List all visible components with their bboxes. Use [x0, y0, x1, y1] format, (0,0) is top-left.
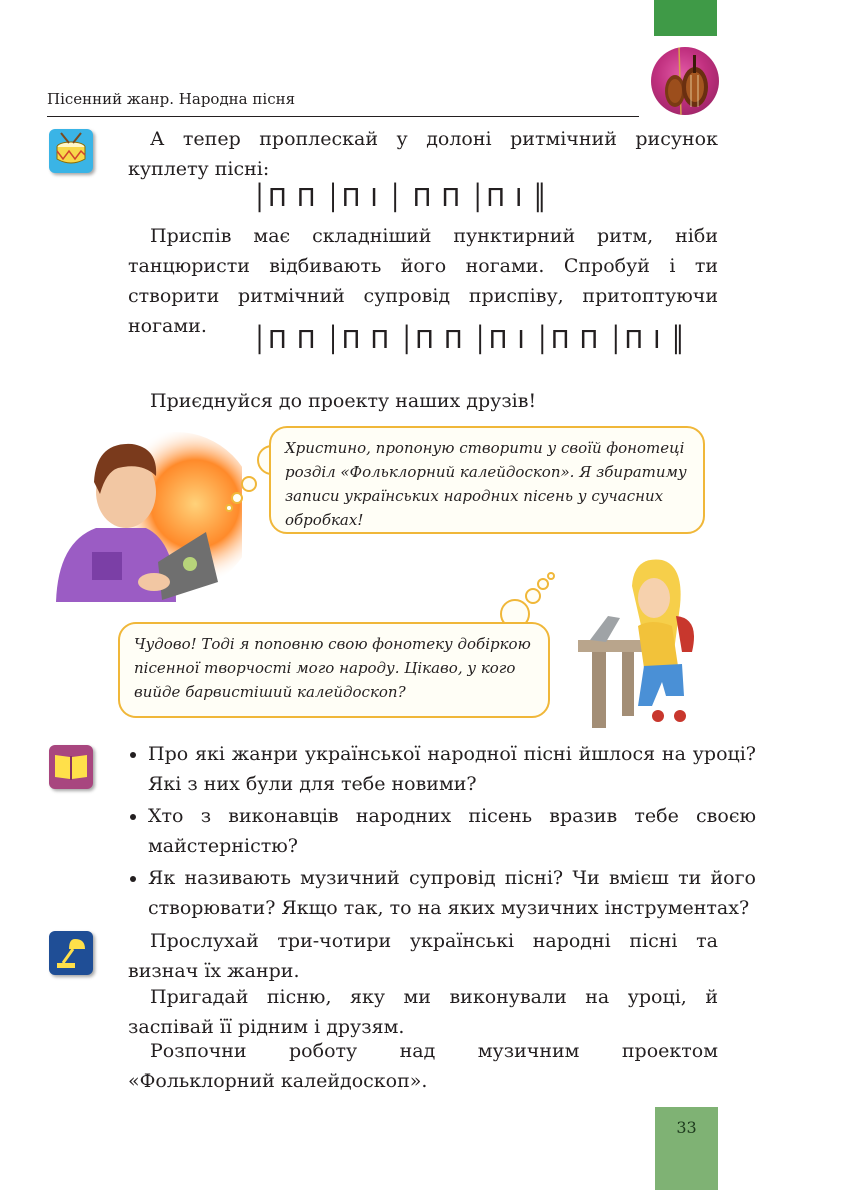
boy-with-laptop-illustration: [46, 432, 242, 602]
review-question: • Хто з виконавців народних пісень вразив тебе своєю майстерністю?: [148, 801, 756, 861]
chorus-rhythm-description: Приспів має складніший пунктирний ритм, ніби танцюристи відбивають його ногами. Спробуй і ти створити ритмічний супровід приспіву, притоптуючи ногами.: [128, 225, 718, 337]
girl-speech-text: Чудово! Тоді я поповню свою фонотеку добіркою пісенної творчості мого народу. Цікаво, у кого вийде барвистіший калейдоскоп?: [134, 635, 531, 701]
violin-icon: [651, 47, 719, 115]
section-tab: [654, 0, 717, 36]
task-listen: Прослухай три-чотири українські народні пісні та визнач їх жанри.: [128, 930, 718, 982]
boy-speech-bubble: [269, 426, 705, 534]
lamp-icon: [49, 931, 93, 975]
review-questions-list: [110, 739, 756, 925]
review-question: • Як називають музичний супровід пісні? Чи вмієш ти його створювати? Якщо так, то на яких музичних інструментах?: [148, 863, 756, 923]
clap-instruction: А тепер проплескай у долоні ритмічний рисунок куплету пісні:: [128, 128, 718, 180]
page-number: 33: [676, 1118, 697, 1137]
boy-speech-text: Христино, пропоную створити у своїй фонотеці розділ «Фольклорний калейдоскоп». Я збиратиму записи українських народних пісень у сучасних обробках!: [285, 439, 687, 529]
project-invitation: Приєднуйся до проекту наших друзів!: [150, 390, 537, 412]
task-sing: Пригадай пісню, яку ми виконували на уроці, й заспівай її рідним і друзям.: [128, 986, 718, 1038]
review-question: • Про які жанри української народної пісні йшлося на уроці? Які з них були для тебе новими?: [148, 739, 756, 799]
girl-thought-dots: [485, 570, 565, 630]
drum-icon: [49, 129, 93, 173]
verse-rhythm-pattern: │П П │П І │ П П │П І ║: [252, 183, 549, 212]
chorus-rhythm-pattern: │П П │П П │П П │П І │П П │П І ║: [252, 325, 687, 354]
girl-at-computer-illustration: [572, 556, 718, 736]
task-project: Розпочни роботу над музичним проектом «Фольклорний калейдоскоп».: [128, 1040, 718, 1092]
book-icon: [49, 745, 93, 789]
header-divider: [47, 116, 639, 117]
girl-speech-bubble: [118, 622, 550, 718]
page-header-title: Пісенний жанр. Народна пісня: [47, 90, 296, 108]
